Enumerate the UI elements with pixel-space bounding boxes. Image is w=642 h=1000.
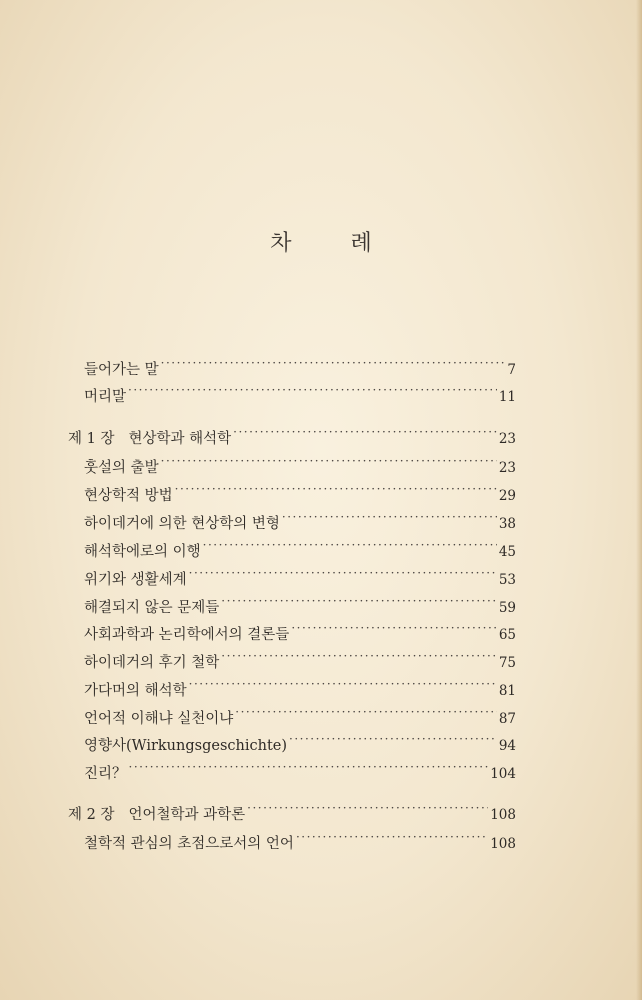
toc-entry	[84, 506, 516, 532]
toc-page-number: 59	[498, 600, 516, 616]
toc-entry	[84, 673, 516, 699]
dot-leader	[189, 673, 497, 695]
dot-leader	[128, 379, 497, 401]
toc-entry-label: 위기와 생활세계	[84, 572, 187, 588]
toc-page-number: 108	[490, 807, 516, 823]
toc-entry-label: 가다머의 해석학	[84, 683, 187, 699]
toc-page-number: 38	[498, 516, 516, 532]
dot-leader	[289, 728, 497, 750]
toc-entry-label: 하이데거의 후기 철학	[84, 655, 220, 671]
toc-entry	[84, 590, 516, 616]
toc-entry	[84, 826, 516, 852]
toc-page-number: 81	[498, 683, 516, 699]
toc-page-number: 108	[490, 836, 516, 852]
toc-entry-label: 들어가는 말	[84, 362, 159, 378]
toc-entry-label: 현상학적 방법	[84, 488, 173, 504]
toc-page-number: 104	[490, 766, 516, 782]
toc-entry-label: 영향사(Wirkungsgeschichte)	[84, 738, 288, 754]
toc-page-number: 45	[498, 544, 516, 560]
toc-entry-label: 해석학에로의 이행	[84, 544, 201, 560]
toc-entry	[84, 617, 516, 643]
dot-leader	[203, 534, 497, 556]
toc-page-number: 7	[507, 362, 516, 378]
toc-entry-label: 하이데거에 의한 현상학의 변형	[84, 516, 280, 532]
toc-entry-label: 철학적 관심의 초점으로서의 언어	[84, 836, 294, 852]
dot-leader	[235, 701, 497, 723]
toc-page-number: 29	[498, 488, 516, 504]
toc-page-number: 65	[498, 627, 516, 643]
toc-entry	[84, 379, 516, 405]
toc-entry-label: 진리？	[84, 766, 127, 782]
toc-entry-label: 해결되지 않은 문제들	[84, 600, 220, 616]
toc-entry	[84, 450, 516, 476]
toc-entry-label: 현상학과 해석학	[128, 431, 232, 447]
dot-leader	[221, 590, 497, 612]
toc-entry	[84, 562, 516, 588]
toc-entry	[84, 534, 516, 560]
toc-entry	[84, 701, 516, 727]
toc-title: 차 례	[270, 231, 398, 256]
toc-entry-label: 언어철학과 과학론	[128, 807, 246, 823]
dot-leader	[161, 450, 497, 472]
dot-leader	[296, 826, 488, 848]
toc-entry-label: 훗설의 출발	[84, 460, 159, 476]
toc-page-number: 53	[498, 572, 516, 588]
toc-entry-label: 언어적 이해냐 실천이냐	[84, 711, 234, 727]
dot-leader	[233, 421, 497, 443]
toc-page-number: 11	[498, 389, 516, 405]
dot-leader	[129, 756, 489, 778]
toc-chapter-entry	[68, 421, 516, 447]
chapter-number: 제 2 장	[68, 807, 115, 823]
chapter-number: 제 1 장	[68, 431, 115, 447]
toc-entry	[84, 645, 516, 671]
toc-chapter-entry	[68, 797, 516, 823]
dot-leader	[175, 478, 497, 500]
toc-entry-label: 머리말	[84, 389, 127, 405]
toc-entry	[84, 756, 516, 782]
dot-leader	[291, 617, 496, 639]
dot-leader	[247, 797, 488, 819]
toc-entry-label: 사회과학과 논리학에서의 결론들	[84, 627, 290, 643]
toc-entry	[84, 478, 516, 504]
toc-page-number: 87	[498, 711, 516, 727]
dot-leader	[189, 562, 497, 584]
dot-leader	[161, 352, 506, 374]
dot-leader	[221, 645, 497, 667]
toc-entry	[84, 728, 516, 754]
toc-page-number: 75	[498, 655, 516, 671]
toc-entry	[84, 352, 516, 378]
dot-leader	[282, 506, 497, 528]
toc-page-number: 94	[498, 738, 516, 754]
toc-page-number: 23	[498, 460, 516, 476]
toc-page-number: 23	[498, 431, 516, 447]
